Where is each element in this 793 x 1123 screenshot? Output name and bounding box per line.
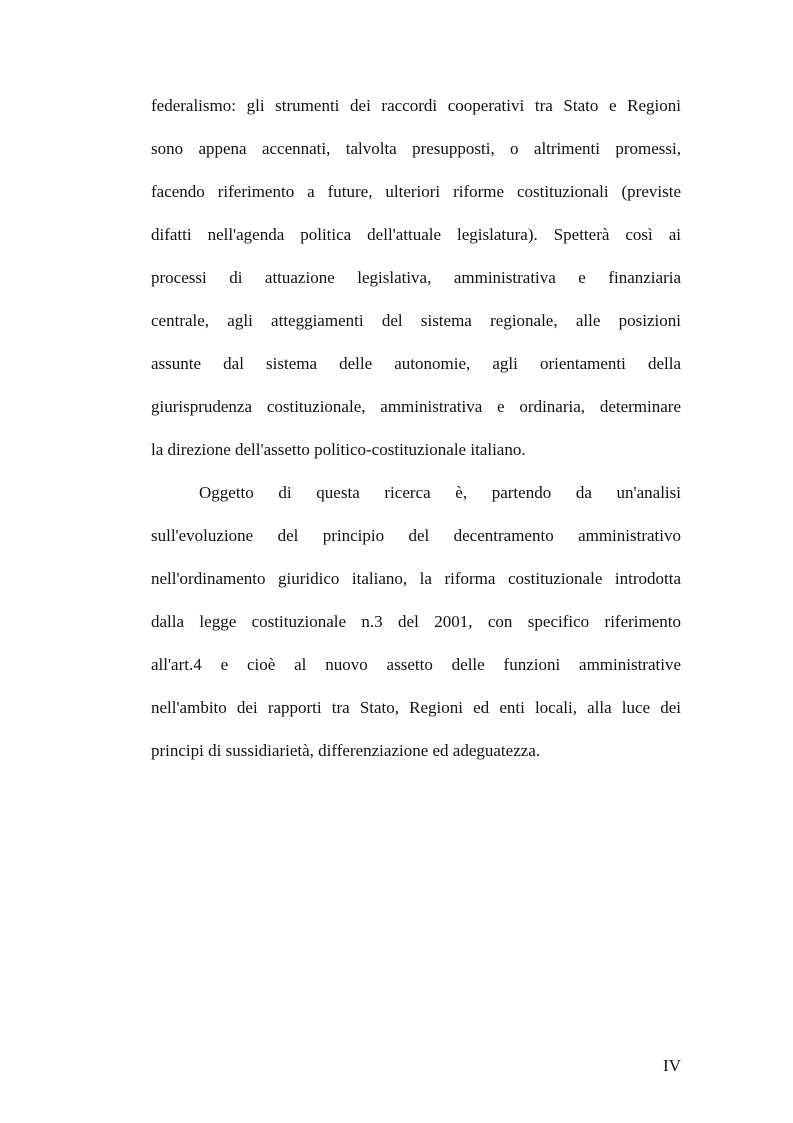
text-line: facendo riferimento a future, ulteriori riforme costituzionali (previste xyxy=(151,182,681,201)
text-line: centrale, agli atteggiamenti del sistema regionale, alle posizioni xyxy=(151,311,681,330)
text-line: Oggetto di questa ricerca è, partendo da un'analisi xyxy=(199,483,681,502)
text-line: nell'ordinamento giuridico italiano, la riforma costituzionale introdotta xyxy=(151,569,681,588)
text-line: dalla legge costituzionale n.3 del 2001, con specifico riferimento xyxy=(151,612,681,631)
text-line: nell'ambito dei rapporti tra Stato, Regioni ed enti locali, alla luce dei xyxy=(151,698,681,717)
text-line: difatti nell'agenda politica dell'attuale legislatura). Spetterà così ai xyxy=(151,225,681,244)
text-line: all'art.4 e cioè al nuovo assetto delle funzioni amministrative xyxy=(151,655,681,674)
text-line: la direzione dell'assetto politico-costituzionale italiano. xyxy=(151,440,526,459)
text-line: sull'evoluzione del principio del decentramento amministrativo xyxy=(151,526,681,545)
paragraph-1 xyxy=(151,84,681,471)
text-line: giurisprudenza costituzionale, amministrativa e ordinaria, determinare xyxy=(151,397,681,416)
text-line: principi di sussidiarietà, differenziazione ed adeguatezza. xyxy=(151,741,541,760)
paragraph-2 xyxy=(151,471,681,772)
text-line: sono appena accennati, talvolta presupposti, o altrimenti promessi, xyxy=(151,139,681,158)
text-line: assunte dal sistema delle autonomie, agli orientamenti della xyxy=(151,354,681,373)
text-line: federalismo: gli strumenti dei raccordi cooperativi tra Stato e Regioni xyxy=(151,96,681,115)
text-line: processi di attuazione legislativa, amministrativa e finanziaria xyxy=(151,268,681,287)
page-number: IV xyxy=(663,1056,681,1075)
